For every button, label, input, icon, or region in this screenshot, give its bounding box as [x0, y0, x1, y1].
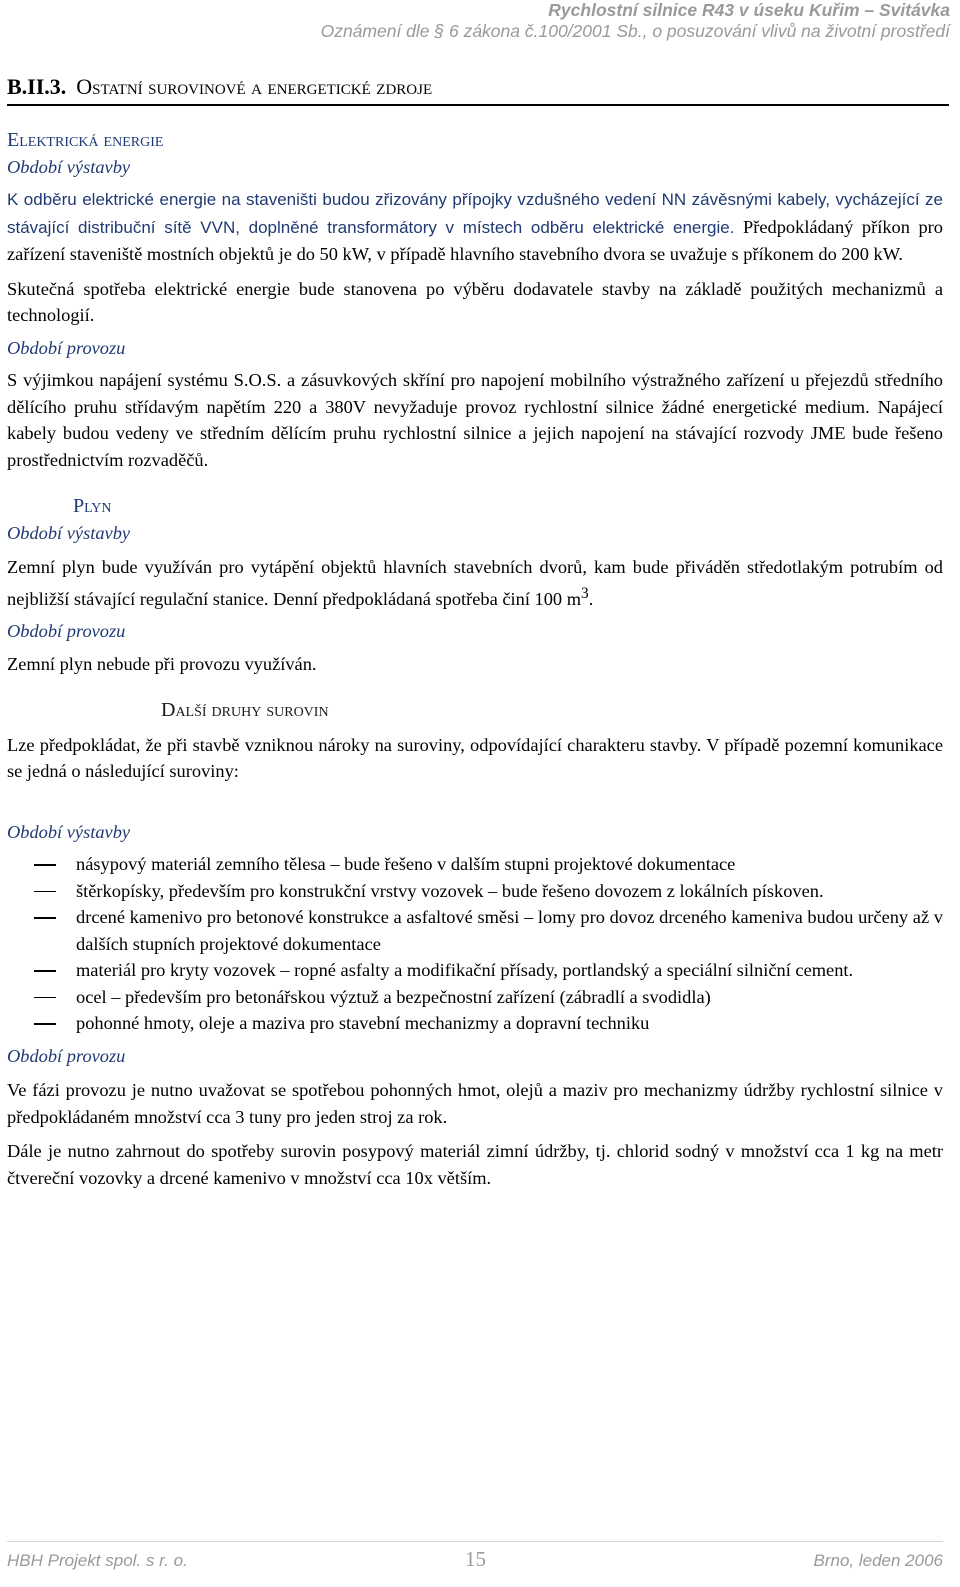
page-number: 15 — [465, 1547, 486, 1571]
list-item: pohonné hmoty, oleje a maziva pro stavební mechanizmy a dopravní techniku — [7, 1010, 943, 1037]
period-label-operation: Období provozu — [7, 621, 126, 642]
section-heading — [7, 74, 949, 106]
punctuation: . — [588, 588, 594, 609]
paragraph-text: Lze předpokládat, že při stavbě vzniknou nároky na suroviny, odpovídající charakteru stavby. — [7, 734, 702, 755]
header-project-title: Rychlostní silnice R43 v úseku Kuřim – Svitávka — [548, 0, 950, 20]
paragraph-text: Předpokládaný příkon pro zařízení staveniště mostních objektů je do 50 kW, v případě hlavního stavebního dvora se uvažuje s příkonem do 200 kW. — [7, 216, 943, 264]
section-number: B.II.3. — [7, 74, 67, 99]
section-title: Ostatní surovinové a energetické zdroje — [76, 74, 433, 99]
footer-divider — [7, 1541, 943, 1542]
paragraph — [7, 367, 943, 473]
paragraph-text: Napájecí kabely budou vedeny ve středním dělícím pruhu rychlostní silnice a jejich napojení na stávající rozvody JME bude řešeno prostřednictvím rozvaděčů. — [7, 396, 943, 470]
paragraph: Skutečná spotřeba elektrické energie bude stanovena po výběru dodavatele stavby na základě použitých mechanizmů a technologií. — [7, 278, 943, 325]
paragraph-text: Denní předpokládaná spotřeba činí 100 m — [273, 588, 582, 609]
header-document-type: Oznámení dle § 6 zákona č.100/2001 Sb., o posuzování vlivů na životní prostředí — [320, 21, 950, 41]
paragraph — [7, 554, 943, 612]
footer-company: HBH Projekt spol. s r. o. — [7, 1551, 188, 1570]
list-item: násypový materiál zemního tělesa – bude řešeno v dalším stupni projektové dokumentace — [7, 851, 943, 878]
paragraph-text: a zásuvkových skříní pro napojení mobilního výstražného zařízení u přejezdů středního dělícího pruhu střídavým napětím 220 a 380V nevyžaduje provoz rychlostní silnice žádné energetické medium. — [7, 370, 943, 417]
paragraph-text: S výjimkou napájení systému S.O.S. — [7, 370, 282, 390]
subheading-other-materials: Další druhy surovin — [161, 699, 329, 722]
paragraph-text: K odběru elektrické energie na staveništi budou zřizovány přípojky vzdušného vedení NN závěsnými kabely, vycházející ze stávající distribuční sítě VVN, doplněné transformátory v místech odběru elektrické energie. — [7, 190, 943, 237]
list-item: štěrkopísky, především pro konstrukční vrstvy vozovek – bude řešeno dovozem z lokálních pískoven. — [7, 878, 943, 905]
period-label-operation: Období provozu — [7, 1045, 126, 1066]
document-body — [7, 127, 943, 1191]
page-footer — [7, 1541, 943, 1581]
superscript: 3 — [581, 584, 589, 602]
running-header — [321, 0, 950, 42]
materials-list — [7, 851, 943, 1037]
list-item: materiál pro kryty vozovek – ropné asfalty a modifikační přísady, portlandský a speciální silniční cement. — [7, 957, 943, 984]
paragraph-text: V případě pozemní komunikace se jedná o následující suroviny: — [7, 734, 944, 782]
paragraph: Zemní plyn nebude při provozu využíván. — [7, 653, 317, 674]
paragraph — [7, 186, 943, 268]
subheading-electric: Elektrická energie — [7, 129, 164, 151]
subheading-gas: Plyn — [73, 495, 112, 517]
paragraph — [7, 732, 943, 785]
list-item: drcené kamenivo pro betonové konstrukce a asfaltové směsi – lomy pro dovoz drceného kameniva budou určeny až v dalších stupních projektové dokumentace — [7, 904, 943, 957]
footer-date: Brno, leden 2006 — [813, 1551, 943, 1570]
period-label-construction: Období výstavby — [7, 821, 131, 842]
paragraph: Ve fázi provozu je nutno uvažovat se spotřebou pohonných hmot, olejů a maziv pro mechanizmy údržby rychlostní silnice v předpokládaném množství cca 3 tuny pro jeden stroj za rok. — [7, 1080, 943, 1127]
period-label-construction: Období výstavby — [7, 522, 131, 543]
period-label-construction: Období výstavby — [7, 156, 131, 177]
paragraph: Dále je nutno zahrnout do spotřeby surovin posypový materiál zimní údržby, tj. chlorid sodný v množství cca 1 kg na metr čtvereční vozovky a drcené kamenivo v množství cca 10x větším. — [7, 1141, 943, 1188]
list-item: ocel – především pro betonářskou výztuž a bezpečnostní zařízení (zábradlí a svodidla) — [7, 984, 943, 1011]
paragraph-text: Zemní plyn bude využíván pro vytápění objektů hlavních stavebních dvorů, kam bude přiváděn středotlakým potrubím od nejbližší stávající regulační stanice. — [7, 557, 943, 609]
period-label-operation: Období provozu — [7, 337, 126, 358]
